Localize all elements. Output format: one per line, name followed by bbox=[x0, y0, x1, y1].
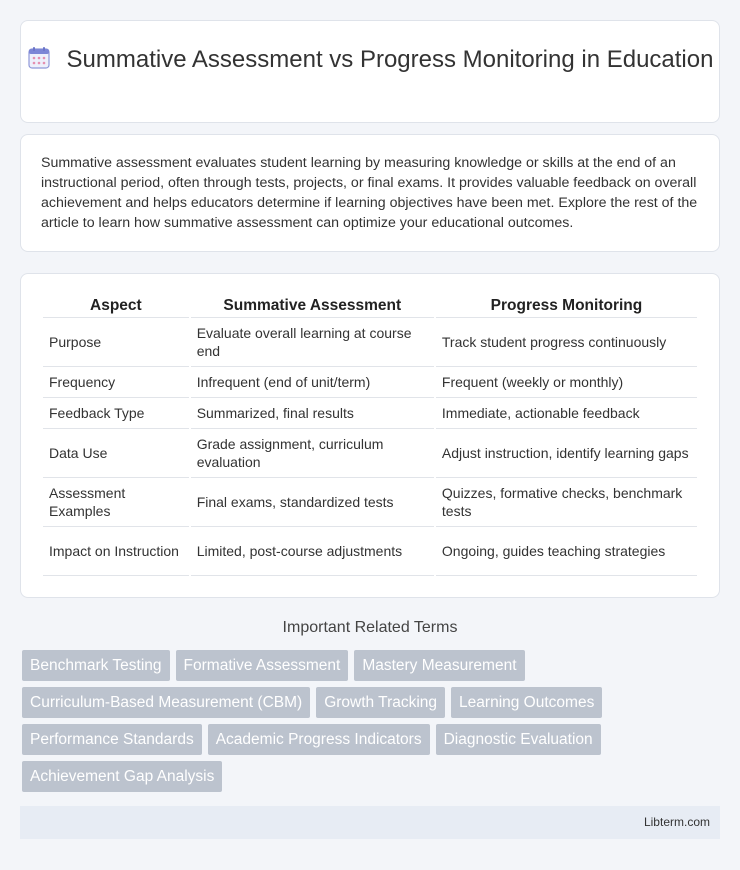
tag-benchmark-testing[interactable]: Benchmark Testing bbox=[22, 650, 170, 681]
table-row bbox=[43, 367, 697, 398]
page-title: Summative Assessment vs Progress Monitoring in Education bbox=[66, 46, 714, 73]
tag-growth-tracking[interactable]: Growth Tracking bbox=[316, 687, 445, 718]
row-progress: Immediate, actionable feedback bbox=[436, 398, 697, 429]
column-header-progress: Progress Monitoring bbox=[436, 296, 697, 318]
tag-learning-outcomes[interactable]: Learning Outcomes bbox=[451, 687, 602, 718]
intro-paragraph: Summative assessment evaluates student learning by measuring knowledge or skills at the end of an instructional period, often through tests, projects, or final exams. It provides valuable feedback on overall achievement and helps educators determine if learning objectives have been met. Explore the rest of the article to learn how summative assessment can optimize your educational outcomes. bbox=[41, 155, 698, 231]
tag-performance-standards[interactable]: Performance Standards bbox=[22, 724, 202, 755]
row-aspect: Impact on Instruction bbox=[43, 527, 189, 576]
footer-site-link[interactable]: Libterm.com bbox=[643, 815, 710, 829]
row-summative: Summarized, final results bbox=[191, 398, 434, 429]
tag-diagnostic-evaluation[interactable]: Diagnostic Evaluation bbox=[436, 724, 601, 755]
row-summative: Limited, post-course adjustments bbox=[191, 527, 434, 576]
row-aspect: Feedback Type bbox=[43, 398, 189, 429]
row-aspect: Purpose bbox=[43, 318, 189, 367]
comparison-table bbox=[41, 296, 699, 576]
row-progress: Adjust instruction, identify learning gaps bbox=[436, 429, 697, 478]
row-progress: Quizzes, formative checks, benchmark tests bbox=[436, 478, 697, 527]
column-header-summative: Summative Assessment bbox=[191, 296, 434, 318]
row-summative: Evaluate overall learning at course end bbox=[191, 318, 434, 367]
row-summative: Infrequent (end of unit/term) bbox=[191, 367, 434, 398]
related-terms-list bbox=[22, 650, 722, 798]
tag-achievement-gap-analysis[interactable]: Achievement Gap Analysis bbox=[22, 761, 222, 792]
comparison-card bbox=[20, 273, 720, 598]
table-row bbox=[43, 527, 697, 576]
row-aspect: Assessment Examples bbox=[43, 478, 189, 527]
table-row bbox=[43, 318, 697, 367]
table-row bbox=[43, 398, 697, 429]
footer bbox=[20, 806, 720, 839]
tag-curriculum-based-measurement[interactable]: Curriculum-Based Measurement (CBM) bbox=[22, 687, 310, 718]
row-summative: Final exams, standardized tests bbox=[191, 478, 434, 527]
calendar-icon bbox=[27, 46, 51, 70]
row-summative: Grade assignment, curriculum evaluation bbox=[191, 429, 434, 478]
column-header-aspect: Aspect bbox=[43, 296, 189, 318]
tag-formative-assessment[interactable]: Formative Assessment bbox=[176, 650, 349, 681]
row-progress: Frequent (weekly or monthly) bbox=[436, 367, 697, 398]
table-row bbox=[43, 478, 697, 527]
tag-academic-progress-indicators[interactable]: Academic Progress Indicators bbox=[208, 724, 430, 755]
table-header-row bbox=[43, 296, 697, 318]
row-aspect: Data Use bbox=[43, 429, 189, 478]
row-progress: Track student progress continuously bbox=[436, 318, 697, 367]
row-progress: Ongoing, guides teaching strategies bbox=[436, 527, 697, 576]
related-terms-title: Important Related Terms bbox=[282, 619, 458, 636]
table-row bbox=[43, 429, 697, 478]
intro-card bbox=[20, 134, 720, 252]
header-card bbox=[20, 20, 720, 123]
row-aspect: Frequency bbox=[43, 367, 189, 398]
tag-mastery-measurement[interactable]: Mastery Measurement bbox=[354, 650, 524, 681]
page-title-wrap bbox=[21, 45, 719, 74]
